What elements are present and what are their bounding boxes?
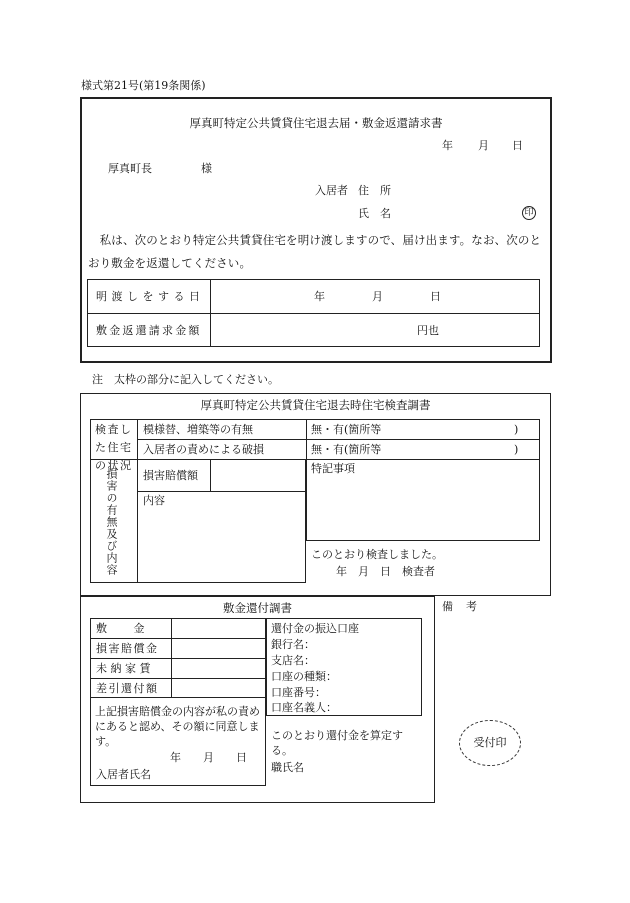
account-type-label: 口座の種類： (271, 670, 337, 683)
renovation-close: ) (514, 423, 519, 436)
seal-mark: 印 (522, 206, 536, 220)
vacate-year: 年 (314, 290, 325, 303)
name-label: 氏 名 (358, 207, 391, 220)
renovation-value: 無・有(箇所等 (311, 423, 382, 436)
unpaid-rent-row-label: 未納家賃 (96, 662, 154, 675)
request-title: 厚真町特定公共賃貸住宅退去届・敷金返還請求書 (189, 116, 443, 130)
remarks-label: 備 考 (442, 600, 478, 613)
damage-by-resident-close: ) (514, 443, 519, 456)
damage-detail-label: 内容 (143, 494, 165, 507)
note-text: 注 太枠の部分に記入してください。 (92, 373, 279, 386)
ack-date: 年 月 日 (170, 751, 247, 764)
vacate-date-label: 明渡しをする日 (96, 290, 205, 303)
form-number: 様式第21号(第19条関係) (81, 79, 206, 92)
account-number-label: 口座番号： (271, 686, 326, 699)
net-refund-row-label: 差引還付額 (96, 682, 159, 695)
deposit-request-label: 敷金返還請求金額 (96, 324, 202, 337)
compensation-amount-label: 損害賠償額 (143, 469, 198, 482)
bank-account-title: 還付金の振込口座 (271, 622, 359, 635)
branch-name-label: 支店名： (271, 654, 315, 667)
resident-label: 入居者 (315, 184, 348, 197)
computed-statement: このとおり還付金を算定する。 (271, 729, 403, 757)
request-date-month: 月 (478, 139, 489, 152)
damage-content-label: 損害の有無及び内容 (105, 468, 118, 576)
addressee: 厚真町長 (108, 162, 152, 175)
received-stamp: 受付印 (459, 720, 521, 766)
deposit-unit: 円也 (417, 324, 439, 337)
resident-name-label: 入居者氏名 (96, 768, 151, 781)
special-notes-label: 特記事項 (311, 462, 355, 475)
inspector-date-line: 年 月 日 検査者 (336, 565, 435, 578)
compensation-row-label: 損害賠償金 (96, 642, 159, 655)
address-label: 住 所 (358, 184, 391, 197)
deposit-row-label: 敷 金 (96, 622, 146, 635)
request-date-day: 日 (512, 139, 523, 152)
vacate-month: 月 (372, 290, 383, 303)
refund-title: 敷金還付調書 (223, 601, 292, 615)
request-body-text: 私は、次のとおり特定公共賃貸住宅を明け渡しますので、届け出ます。なお、次のとおり敷金を返還してください。 (88, 233, 542, 270)
damage-by-resident-label: 入居者の責めによる破損 (143, 443, 264, 456)
renovation-label: 模様替、増築等の有無 (143, 423, 253, 436)
inspection-title: 厚真町特定公共賃貸住宅退去時住宅検査調書 (200, 398, 431, 412)
request-date-year: 年 (442, 139, 453, 152)
inspected-statement: このとおり検査しました。 (311, 548, 443, 561)
acknowledge-text: 上記損害賠償金の内容が私の責めにあると認め、その額に同意します。 (95, 705, 260, 748)
house-status-label: 検査した住宅の状況 (95, 423, 133, 472)
account-holder-label: 口座名義人： (271, 701, 337, 714)
addressee-honorific: 様 (201, 162, 212, 175)
vacate-day: 日 (430, 290, 441, 303)
bank-name-label: 銀行名： (271, 638, 315, 651)
staff-name-label: 職氏名 (271, 761, 304, 774)
damage-by-resident-value: 無・有(箇所等 (311, 443, 382, 456)
